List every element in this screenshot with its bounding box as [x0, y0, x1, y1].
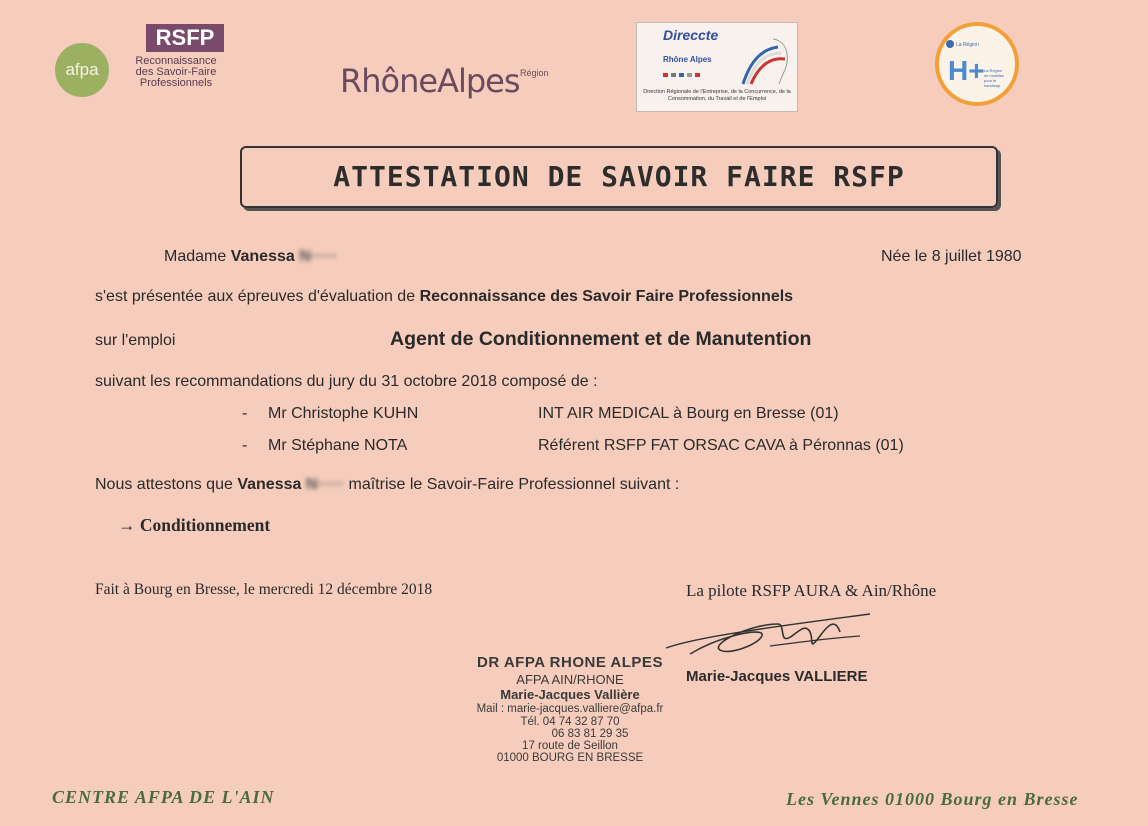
rsfp-acronym: RSFP — [146, 24, 224, 52]
salutation: Madame — [164, 248, 227, 265]
afpa-logo-text: afpa — [65, 60, 99, 79]
arrow-right-icon: → — [118, 515, 136, 535]
attestation-line — [95, 476, 679, 494]
jury-role-2: Référent RSFP FAT ORSAC CAVA à Péronnas (01) — [538, 437, 904, 454]
job-label: sur l'emploi — [95, 332, 176, 349]
presentation-line — [95, 288, 793, 306]
stamp-city: 01000 BOURG EN BRESSE — [496, 752, 644, 764]
program-name: Reconnaissance des Savoir Faire Professionnels — [419, 288, 794, 305]
svg-text:pour le: pour le — [984, 78, 997, 83]
afpa-stamp — [440, 654, 700, 764]
svg-text:handicap: handicap — [984, 83, 1001, 88]
svg-text:se mobilise: se mobilise — [984, 73, 1005, 78]
skill-name: Conditionnement — [139, 515, 271, 535]
footer-address: Les Vennes 01000 Bourg en Bresse — [786, 789, 1079, 809]
direccte-caption: Direction Régionale de l'Entreprise, de la Concurrence, de la Consommation, du Travail et de l'Emploi — [643, 89, 791, 102]
place-date: Fait à Bourg en Bresse, le mercredi 12 décembre 2018 — [95, 581, 433, 598]
stamp-line-2: AFPA AIN/RHONE — [516, 672, 624, 687]
candidate-line — [164, 248, 337, 266]
presentation-text: s'est présentée aux épreuves d'évaluation de — [95, 288, 416, 305]
document-title: ATTESTATION DE SAVOIR FAIRE RSFP — [240, 146, 998, 208]
jury-name-1: Mr Christophe KUHN — [268, 405, 419, 422]
region-logo-mark: H+ — [948, 55, 985, 86]
jury-intro: suivant les recommandations du jury du 31 octobre 2018 composé de : — [95, 373, 598, 390]
rhone-alpes-logo: RhôneAlpes — [340, 62, 520, 100]
attest-suffix: maîtrise le Savoir-Faire Professionnel suivant : — [348, 476, 680, 493]
direccte-name: Direccte — [663, 27, 719, 43]
direccte-color-dots-icon — [663, 71, 723, 79]
afpa-logo — [52, 40, 116, 98]
jury-name-2: Mr Stéphane NOTA — [268, 437, 408, 454]
jury-dash-1: - — [242, 405, 248, 422]
candidate-last-name-redacted: N····· — [299, 248, 338, 265]
skill-item — [118, 515, 270, 536]
candidate-first-name: Vanessa — [230, 248, 295, 265]
marianne-icon — [733, 29, 793, 89]
stamp-line-3: Marie-Jacques Vallière — [500, 687, 640, 702]
job-title: Agent de Conditionnement et de Manutention — [390, 328, 812, 350]
svg-text:La Région: La Région — [984, 68, 1003, 73]
direccte-logo — [636, 22, 798, 112]
attest-name: Vanessa — [237, 476, 302, 493]
svg-text:La Région: La Région — [956, 42, 979, 48]
rsfp-subtitle: Reconnaissance des Savoir-Faire Professionnels — [135, 55, 217, 89]
attest-surname-redacted: N····· — [305, 476, 345, 493]
signer-name: Marie-Jacques VALLIERE — [686, 668, 868, 685]
stamp-line-1: DR AFPA RHONE ALPES — [477, 654, 663, 671]
jury-dash-2: - — [242, 437, 248, 454]
birth-date: Née le 8 juillet 1980 — [881, 248, 1022, 265]
stamp-tel-2: 06 83 81 29 35 — [551, 728, 629, 740]
rhone-alpes-region-label: Région — [520, 68, 549, 78]
footer-center-name: CENTRE AFPA DE L'AIN — [52, 787, 275, 807]
stamp-street: 17 route de Seillon — [522, 740, 618, 752]
pilot-title: La pilote RSFP AURA & Ain/Rhône — [686, 581, 937, 600]
rsfp-logo — [120, 24, 226, 98]
region-handicap-logo — [932, 22, 1022, 106]
stamp-tel-1: Tél. 04 74 32 87 70 — [520, 716, 620, 728]
direccte-region: Rhône Alpes — [663, 55, 712, 64]
attest-prefix: Nous attestons que — [95, 476, 233, 493]
stamp-mail: Mail : marie-jacques.valliere@afpa.fr — [476, 703, 664, 715]
jury-role-1: INT AIR MEDICAL à Bourg en Bresse (01) — [538, 405, 839, 422]
